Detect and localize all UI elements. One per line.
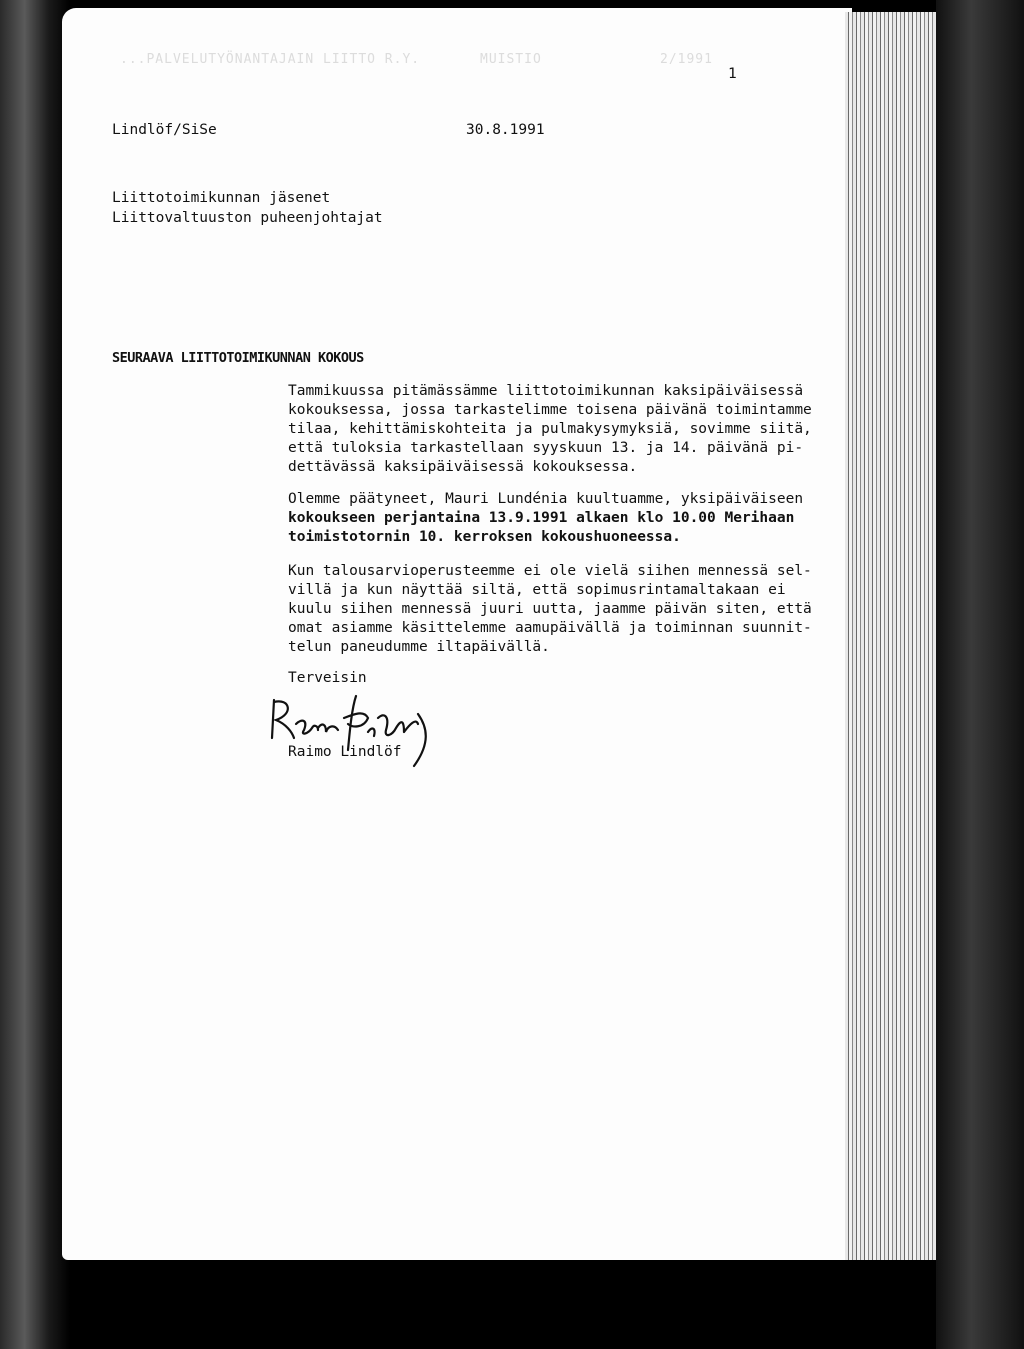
paragraph-line: villä ja kun näyttää siltä, että sopimusrintamaltakaan ei	[288, 582, 786, 598]
binder-cover	[936, 0, 1024, 1349]
recipient-line: Liittovaltuuston puheenjohtajat	[112, 210, 383, 226]
paragraph-line: toimistotornin 10. kerroksen kokoushuoneessa.	[288, 529, 681, 545]
paragraph-line: tilaa, kehittämiskohteita ja pulmakysymyksiä, sovimme siitä,	[288, 421, 812, 437]
subject-heading: SEURAAVA LIITTOTOIMIKUNNAN KOKOUS	[112, 350, 364, 366]
paragraph-meeting-details	[288, 490, 808, 547]
recipient-line: Liittotoimikunnan jäsenet	[112, 190, 331, 206]
letter-date: 30.8.1991	[466, 122, 545, 138]
paragraph-line: kokoukseen perjantaina 13.9.1991 alkaen klo 10.00 Merihaan	[288, 510, 795, 526]
paragraph-line: Tammikuussa pitämässämme liittotoimikunnan kaksipäiväisessä	[288, 383, 804, 399]
paragraph-line: telun paneudumme iltapäivällä.	[288, 639, 550, 655]
signer-name: Raimo Lindlöf	[288, 744, 402, 760]
scan-left-edge	[0, 0, 70, 1349]
faded-header-type: MUISTIO	[480, 52, 542, 67]
paragraph-line: kokouksessa, jossa tarkastelimme toisena päivänä toimintamme	[288, 402, 812, 418]
paragraph-agenda	[288, 562, 812, 657]
sender-initials: Lindlöf/SiSe	[112, 122, 217, 138]
paragraph-line: että tuloksia tarkastellaan syyskuun 13. ja 14. päivänä pi-	[288, 440, 804, 456]
paragraph-line: Kun talousarvioperusteemme ei ole vielä siihen mennessä sel-	[288, 563, 812, 579]
binder-page-edges	[845, 12, 940, 1260]
paragraph-line: kuulu siihen mennessä juuri uutta, jaamme päivän siten, että	[288, 601, 812, 617]
faded-header-number: 2/1991	[660, 52, 713, 67]
paragraph-line: omat asiamme käsittelemme aamupäivällä ja toiminnan suunnit-	[288, 620, 812, 636]
closing-greeting: Terveisin	[288, 670, 367, 686]
paragraph-meeting-history	[288, 382, 812, 477]
paragraph-line: dettävässä kaksipäiväisessä kokouksessa.	[288, 459, 638, 475]
faded-header-org: ...PALVELUTYÖNANTAJAIN LIITTO R.Y.	[120, 52, 421, 67]
page-number: 1	[728, 66, 737, 82]
paragraph-line: Olemme päätyneet, Mauri Lundénia kuultuamme, yksipäiväiseen	[288, 491, 804, 507]
